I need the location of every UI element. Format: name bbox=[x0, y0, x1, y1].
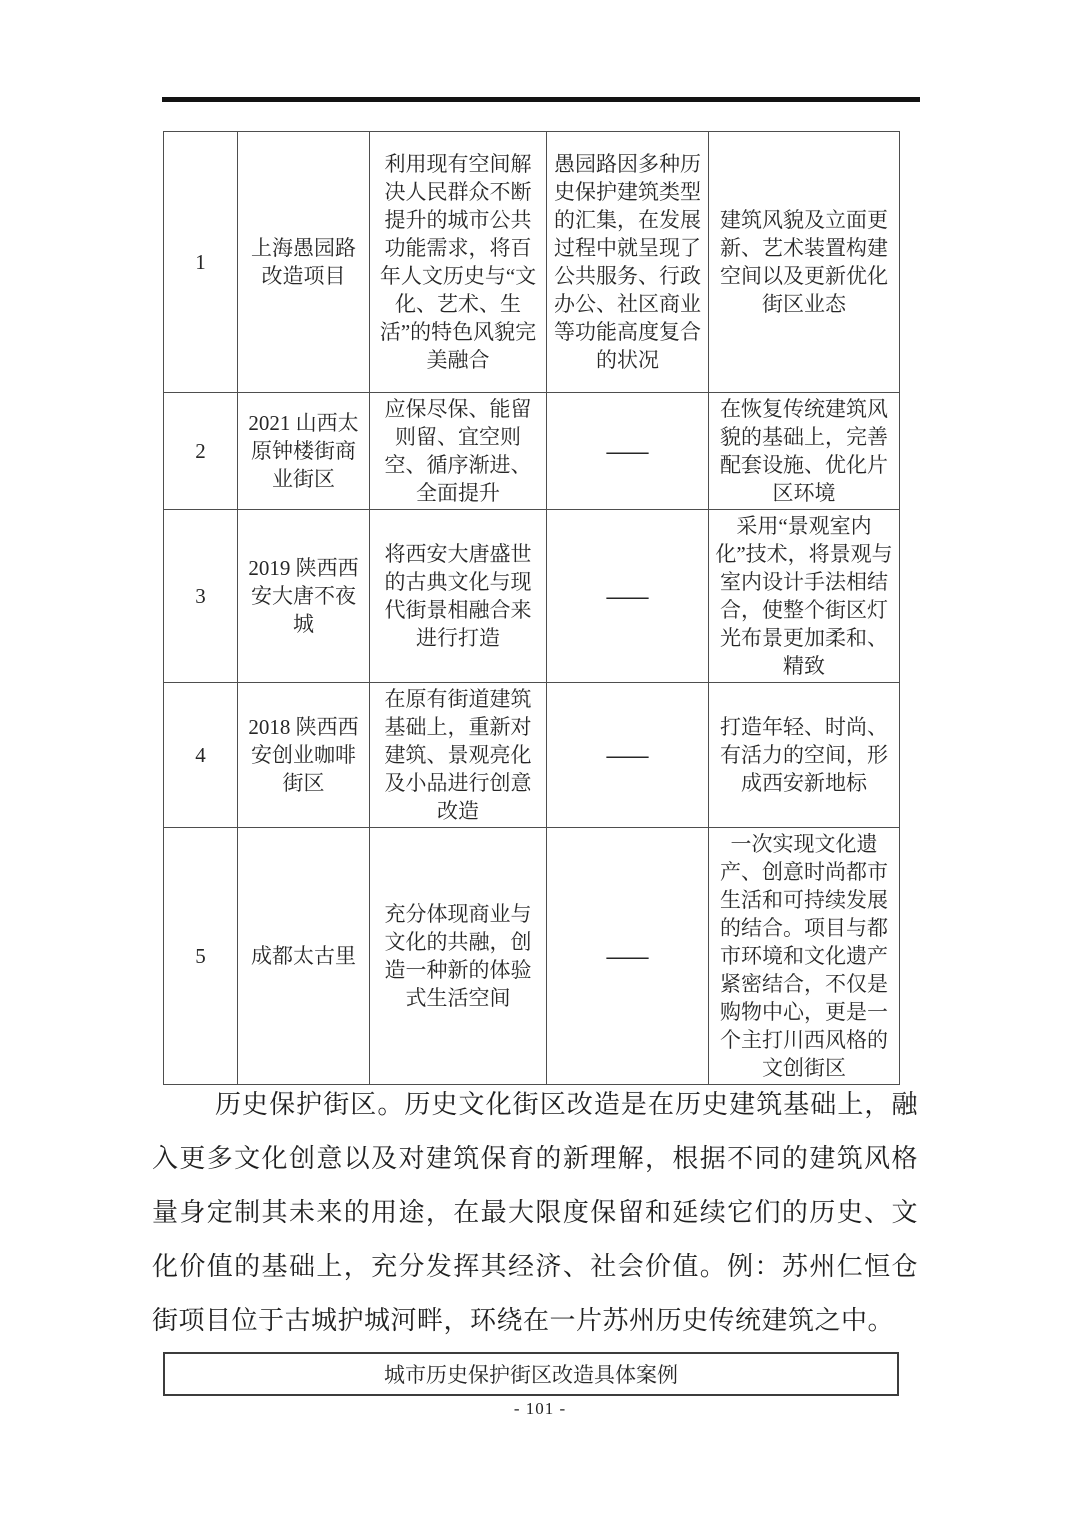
cell-background: 愚园路因多种历史保护建筑类型的汇集，在发展过程中就呈现了公共服务、行政办公、社区商业等功能高度复合的状况 bbox=[547, 132, 709, 393]
cell-project-name: 上海愚园路改造项目 bbox=[238, 132, 370, 393]
page-number: - 101 - bbox=[513, 1399, 567, 1418]
cell-outcome: 打造年轻、时尚、有活力的空间，形成西安新地标 bbox=[709, 683, 900, 828]
cell-background: —— bbox=[547, 393, 709, 510]
cell-approach: 在原有街道建筑基础上，重新对建筑、景观亮化及小品进行创意改造 bbox=[370, 683, 547, 828]
cell-index: 3 bbox=[164, 510, 238, 683]
cell-index: 2 bbox=[164, 393, 238, 510]
cell-project-name: 2018 陕西西安创业咖啡街区 bbox=[238, 683, 370, 828]
cell-index: 4 bbox=[164, 683, 238, 828]
cell-background: —— bbox=[547, 683, 709, 828]
table-row bbox=[164, 393, 900, 510]
cell-approach: 应保尽保、能留则留、宜空则空、循序渐进、全面提升 bbox=[370, 393, 547, 510]
table-row bbox=[164, 132, 900, 393]
cell-outcome: 一次实现文化遗产、创意时尚都市生活和可持续发展的结合。项目与都市环境和文化遗产紧密结合，不仅是购物中心，更是一个主打川西风格的文创街区 bbox=[709, 828, 900, 1085]
cell-outcome: 在恢复传统建筑风貌的基础上，完善配套设施、优化片区环境 bbox=[709, 393, 900, 510]
cell-index: 1 bbox=[164, 132, 238, 393]
cell-outcome: 建筑风貌及立面更新、艺术装置构建空间以及更新优化街区业态 bbox=[709, 132, 900, 393]
cell-project-name: 2019 陕西西安大唐不夜城 bbox=[238, 510, 370, 683]
body-paragraph: 历史保护街区。历史文化街区改造是在历史建筑基础上，融入更多文化创意以及对建筑保育的新理解，根据不同的建筑风格量身定制其未来的用途，在最大限度保留和延续它们的历史、文化价值的基础上，充分发挥其经济、社会价值。例：苏州仁恒仓街项目位于古城护城河畔，环绕在一片苏州历史传统建筑之中。 bbox=[152, 1090, 918, 1335]
cell-approach: 将西安大唐盛世的古典文化与现代街景相融合来进行打造 bbox=[370, 510, 547, 683]
header-rule bbox=[162, 97, 920, 102]
cell-background: —— bbox=[547, 510, 709, 683]
cell-project-name: 2021 山西太原钟楼街商业街区 bbox=[238, 393, 370, 510]
table-row bbox=[164, 683, 900, 828]
cell-background: —— bbox=[547, 828, 709, 1085]
cell-project-name: 成都太古里 bbox=[238, 828, 370, 1085]
case-table bbox=[163, 131, 900, 1085]
cell-approach: 充分体现商业与文化的共融，创造一种新的体验式生活空间 bbox=[370, 828, 547, 1085]
cell-approach: 利用现有空间解决人民群众不断提升的城市公共功能需求，将百年人文历史与“文化、艺术、生活”的特色风貌完美融合 bbox=[370, 132, 547, 393]
cell-index: 5 bbox=[164, 828, 238, 1085]
next-table-caption: 城市历史保护街区改造具体案例 bbox=[384, 1363, 678, 1387]
table-row bbox=[164, 510, 900, 683]
next-table-caption-box bbox=[163, 1352, 899, 1396]
cell-outcome: 采用“景观室内化”技术，将景观与室内设计手法相结合，使整个街区灯光布景更加柔和、精致 bbox=[709, 510, 900, 683]
table-row bbox=[164, 828, 900, 1085]
